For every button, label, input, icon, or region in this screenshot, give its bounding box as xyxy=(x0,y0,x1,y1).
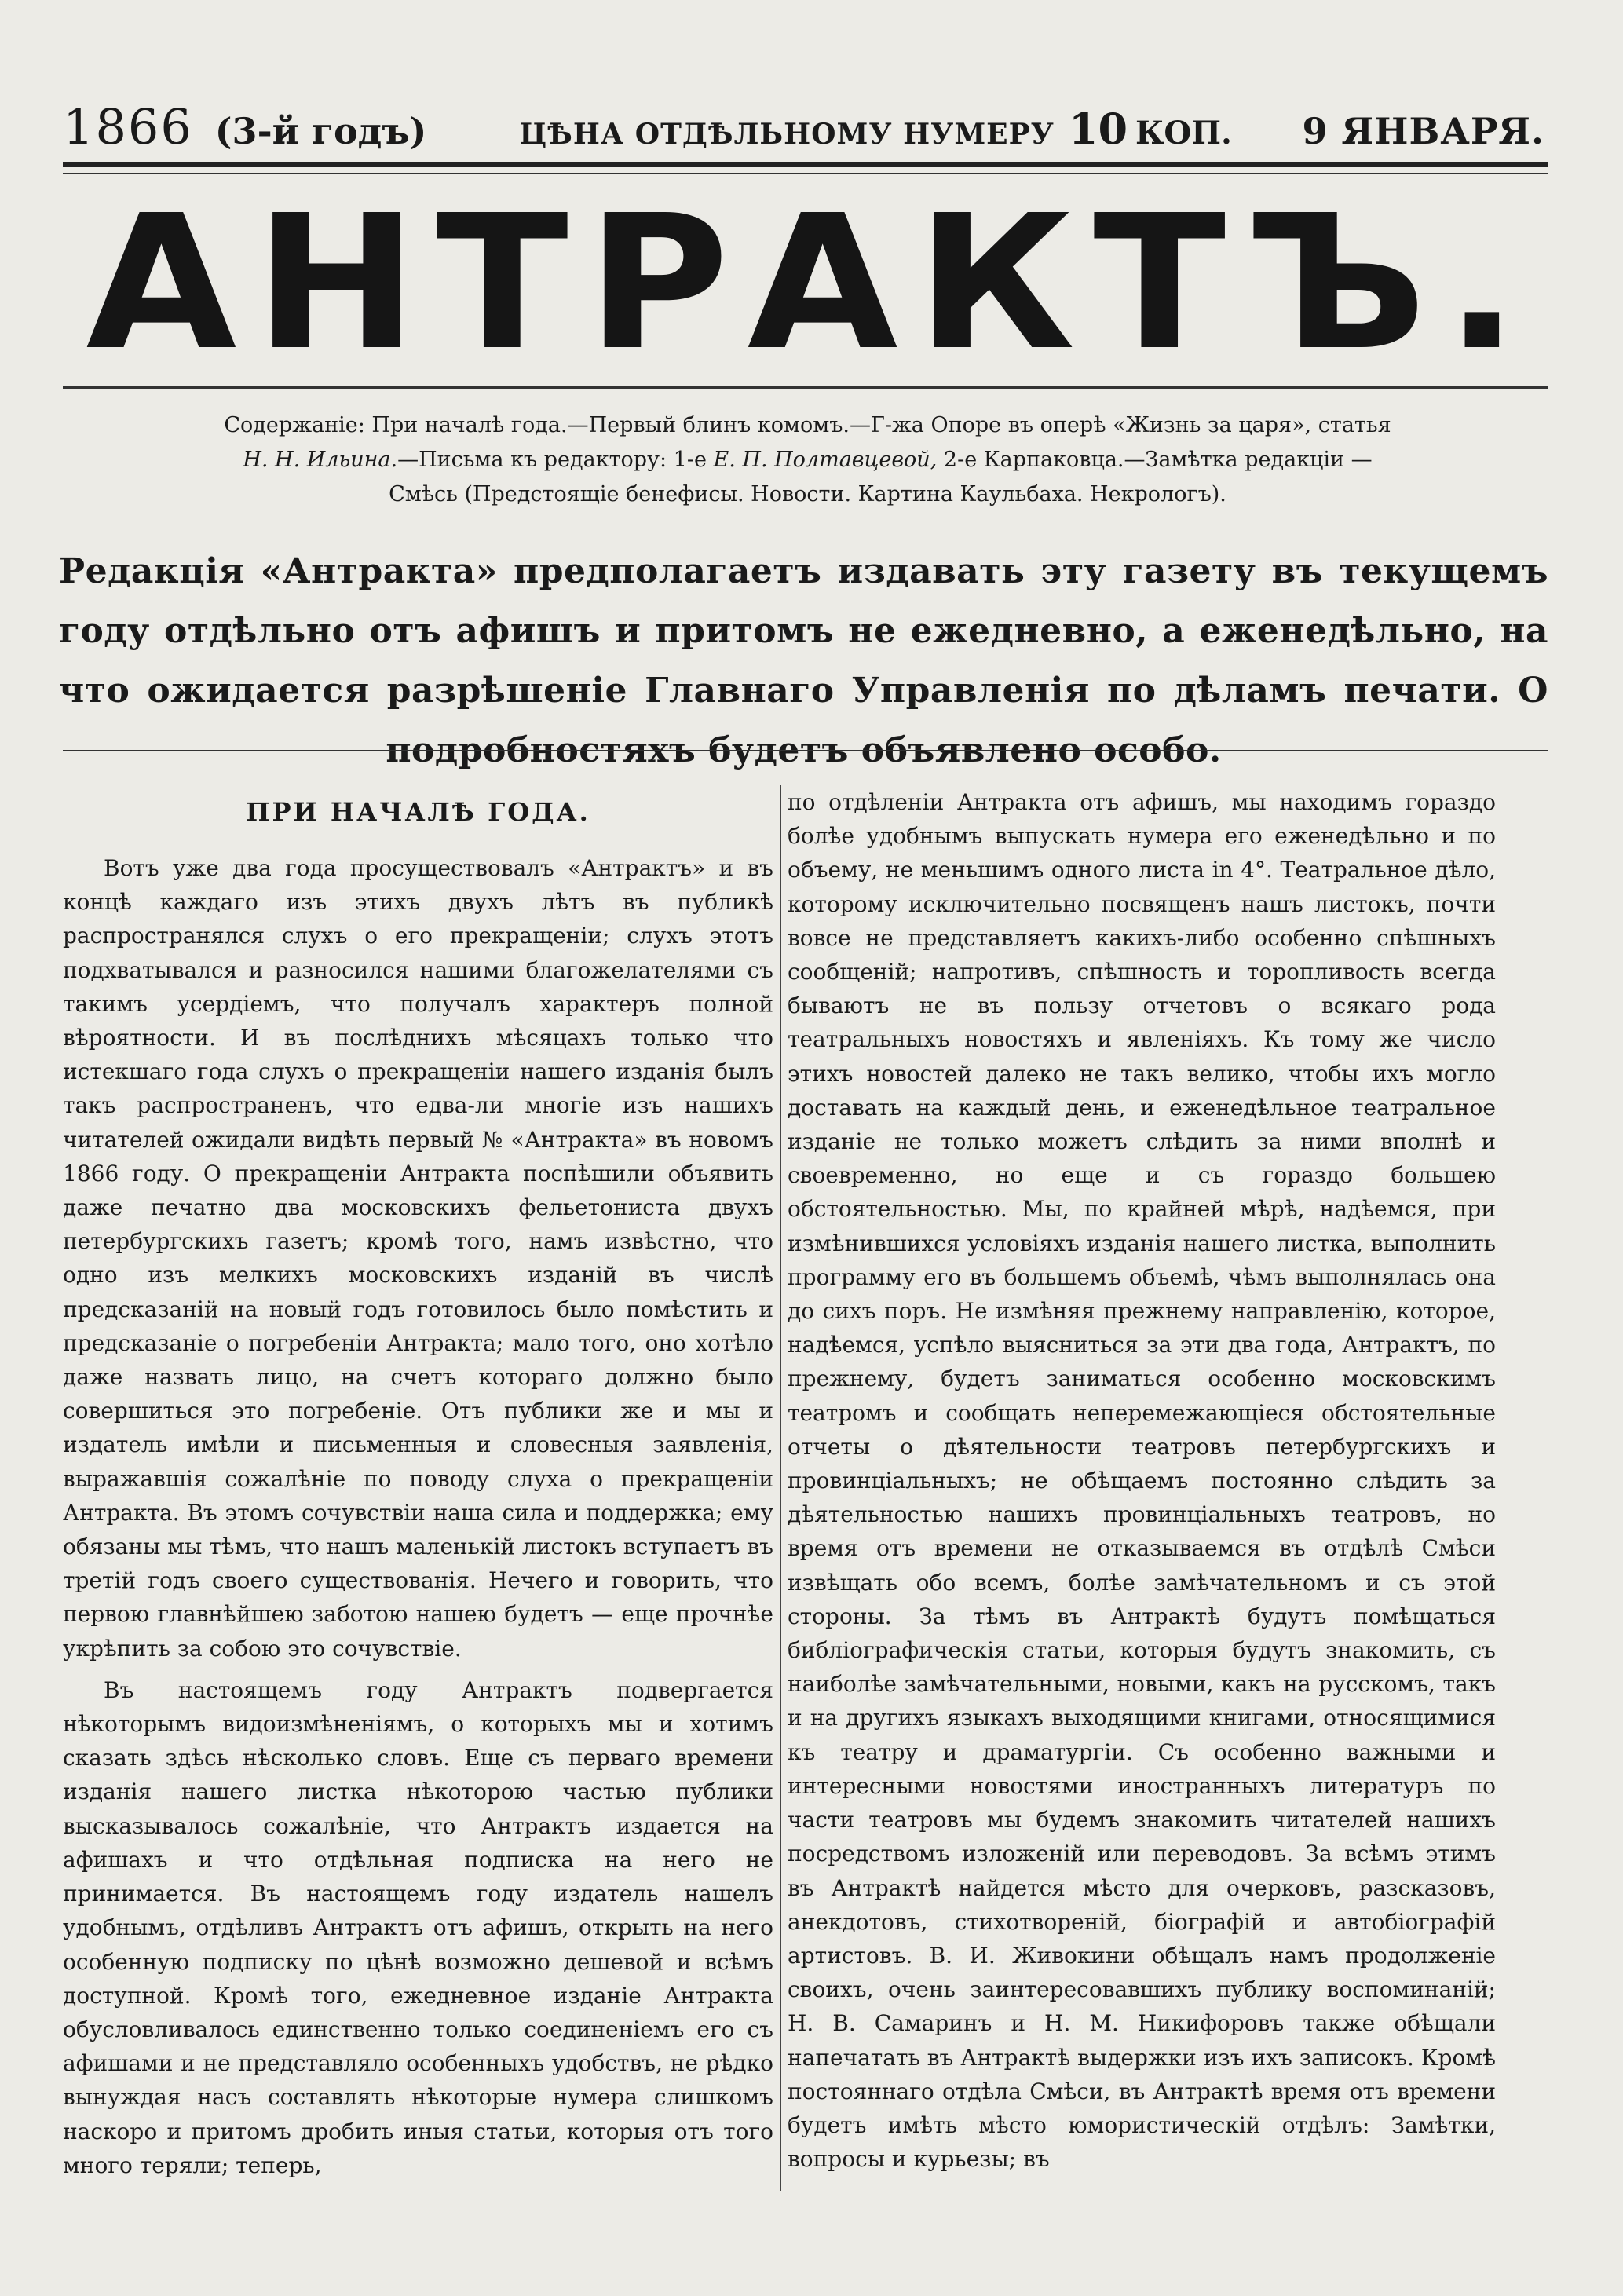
price-unit: КОП. xyxy=(1135,115,1232,152)
table-of-contents xyxy=(71,408,1544,512)
contents-author-ilyin: Н. Н. Ильина. xyxy=(243,448,398,472)
masthead-title: АНТРАКТЪ. xyxy=(86,175,1537,391)
contents-line-2 xyxy=(71,443,1544,477)
contents-author-poltavtseva: Е. П. Полтавцевой, xyxy=(713,448,938,472)
column-right xyxy=(788,785,1496,2176)
column-left xyxy=(63,785,773,2182)
article-paragraph: Вотъ уже два года просуществовалъ «Антрактъ» и въ концѣ каждаго изъ этихъ двухъ лѣтъ въ публикѣ распространялся слухъ о его прекращеніи; слухъ этотъ подхватывался и разносился нашими благожелателями съ такимъ усердіемъ, что получалъ характеръ полной вѣроятности. И въ послѣднихъ мѣсяцахъ только что истекшаго года слухъ о прекращеніи нашего изданія былъ такъ распространенъ, что едва-ли многіе изъ нашихъ читателей ожидали видѣть первый № «Антракта» въ новомъ 1866 году. О прекращеніи Антракта поспѣшили объявить даже печатно два московскихъ фельетониста двухъ петербургскихъ газетъ; кромѣ того, намъ извѣстно, что одно изъ мелкихъ московскихъ изданій въ числѣ предсказаній на новый годъ готовилось было помѣстить и предсказаніе о погребеніи Антракта; мало того, оно хотѣло даже назвать лицо, на счетъ котораго должно было совершиться это погребеніе. Отъ публики же и мы и издатель имѣли и письменныя и словесныя заявленія, выражавшія сожалѣніе по поводу слуха о прекращеніи Антракта. Въ этомъ сочувствіи наша сила и поддержка; ему обязаны мы тѣмъ, что нашъ маленькій листокъ вступаетъ въ третій годъ своего существованія. Нечего и говорить, что первою главнѣйшею заботою нашею будетъ — еще прочнѣе укрѣпить за собою это сочувствіе. xyxy=(63,855,773,1662)
article-paragraph: Въ настоящемъ году Антрактъ подвергается нѣкоторымъ видоизмѣненіямъ, о которыхъ мы и хотимъ сказать здѣсь нѣсколько словъ. Еще съ перваго времени изданія нашего листка нѣкоторою частью публики высказывалось сожалѣніе, что Антрактъ издается на афишахъ и что отдѣльная подписка на него не принимается. Въ настоящемъ году издатель нашелъ удобнымъ, отдѣливъ Антрактъ отъ афишъ, открыть на него особенную подписку по цѣнѣ возможно дешевой и всѣмъ доступной. Кромѣ того, ежедневное изданіе Антракта обусловливалось единственно только соединеніемъ его съ афишами и не представляло особенныхъ удобствъ, не рѣдко вынуждая насъ составлять нѣкоторые нумера слишкомъ наскоро и притомъ дробить иныя статьи, которыя отъ того много теряли; теперь, xyxy=(63,1676,773,2178)
contents-line-1: Содержаніе: При началѣ года.—Первый блинъ комомъ.—Г-жа Опоре въ оперѣ «Жизнь за царя», статья xyxy=(224,413,1391,437)
issue-date: 9 ЯНВАРЯ. xyxy=(1302,110,1544,152)
article-paragraph: по отдѣленіи Антракта отъ афишъ, мы находимъ гораздо болѣе удобнымъ выпускать нумера его еженедѣльно и по объему, не меньшимъ одного листа in 4°. Театральное дѣло, которому исключительно посвященъ нашъ листокъ, почти вовсе не представляетъ какихъ-либо особенно спѣшныхъ сообщеній; напротивъ, спѣшность и торопливость всегда бываютъ не въ пользу отчетовъ о всякаго рода театральныхъ новостяхъ и явленіяхъ. Къ тому же число этихъ новостей далеко не такъ велико, чтобы ихъ могло доставать на каждый день, и еженедѣльное театральное изданіе не только можетъ слѣдить за ними вполнѣ и своевременно, но еще и съ гораздо большею обстоятельностью. Мы, по крайней мѣрѣ, надѣемся, при измѣнившихся условіяхъ изданія нашего листка, выполнить программу его въ большемъ объемѣ, чѣмъ выполнялась она до сихъ поръ. Не измѣняя прежнему направленію, которое, надѣемся, успѣло выясниться за эти два года, Антрактъ, по прежнему, будетъ заниматься особенно московскимъ театромъ и сообщать неперемежающіеся обстоятельные отчеты о дѣятельности театровъ петербургскихъ и провинціальныхъ; не обѣщаемъ постоянно слѣдить за дѣятельностью нашихъ провинціальныхъ театровъ, но время отъ времени не отказываемся въ отдѣлѣ Смѣси извѣщать обо всемъ, болѣе замѣчательномъ и съ этой стороны. За тѣмъ въ Антрактѣ будутъ помѣщаться библіографическія статьи, которыя будутъ знакомить, съ наиболѣе замѣчательными, новыми, какъ на русскомъ, такъ и на другихъ языкахъ выходящими книгами, относящимися къ театру и драматургіи. Съ особенно важными и интересными новостями иностранныхъ литературъ по части театровъ мы будемъ знакомить читателей нашихъ посредствомъ изложеній или переводовъ. За всѣмъ этимъ въ Антрактѣ найдется мѣсто для очерковъ, разсказовъ, анекдотовъ, стихотвореній, біографій и автобіографій артистовъ. В. И. Живокини обѣщалъ намъ продолженіе своихъ, очень заинтересовавшихъ публику воспоминаній; Н. В. Самаринъ и Н. М. Никифоровъ также обѣщали напечатать въ Антрактѣ выдержки изъ ихъ записокъ. Кромѣ постояннаго отдѣла Смѣси, въ Антрактѣ время отъ времени будетъ имѣть мѣсто юмористическій отдѣлъ: Замѣтки, вопросы и курьезы; въ xyxy=(788,789,1496,2173)
contents-line-3: Смѣсь (Предстоящіе бенефисы. Новости. Картина Каульбаха. Некрологъ). xyxy=(389,482,1226,506)
issue-year: 1866 xyxy=(63,98,193,155)
gazette-year: (3-й годъ) xyxy=(214,110,427,152)
header-rule-thick xyxy=(63,162,1548,167)
column-divider xyxy=(780,785,781,2191)
contents-note: 2-е Карпаковца.—Замѣтка редакціи — xyxy=(943,448,1373,472)
header-line xyxy=(63,98,1544,161)
editorial-notice: Редакція «Антракта» предполагаетъ издавать эту газету въ текущемъ году отдѣльно отъ афишъ и притомъ не ежедневно, а еженедѣльно, на что ожидается разрѣшеніе Главнаго Управленія по дѣламъ печати. О подробностяхъ будетъ объявлено особо. xyxy=(59,551,1548,770)
masthead-rule xyxy=(63,386,1548,389)
price-label: ЦѢНА ОТДѢЛЬНОМУ НУМЕРУ xyxy=(519,118,1055,151)
notice-rule xyxy=(63,750,1548,751)
article-title: ПРИ НАЧАЛѢ ГОДА. xyxy=(246,797,590,827)
header-rule-thin xyxy=(63,173,1548,174)
contents-letters: —Письма къ редактору: 1-е xyxy=(397,448,707,472)
price-value: 10 xyxy=(1068,104,1128,154)
